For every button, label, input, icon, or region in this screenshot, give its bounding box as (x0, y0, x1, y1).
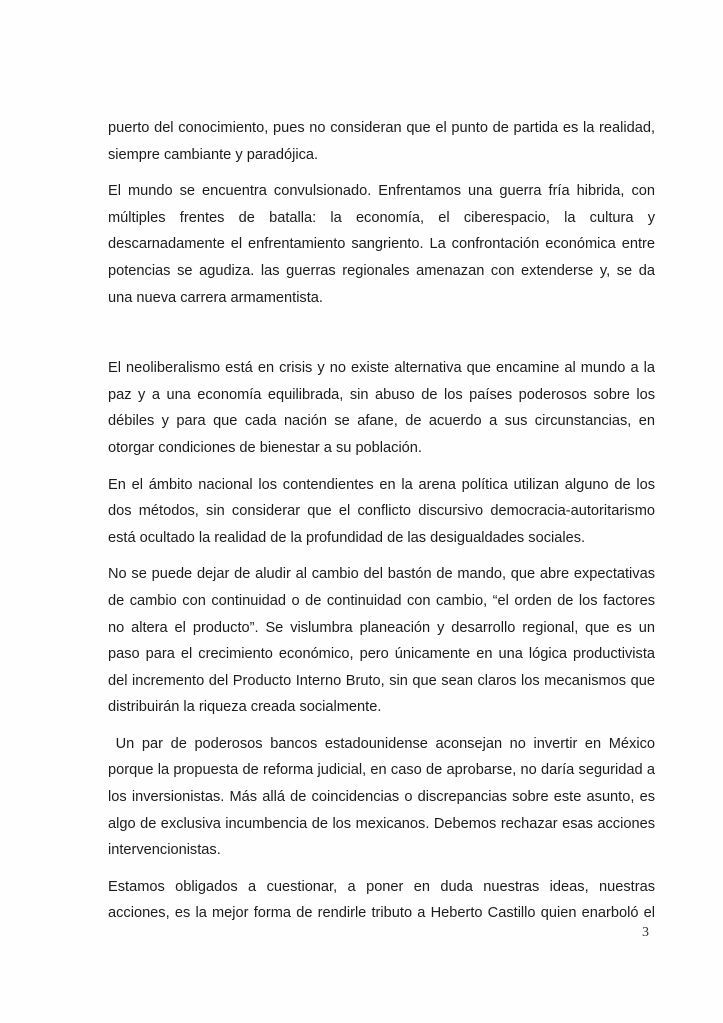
document-body (108, 115, 660, 937)
paragraph-4: En el ámbito nacional los contendientes en la arena política utilizan alguno de los dos métodos, sin considerar que el conflicto discursivo democracia-autoritarismo está ocultado la realidad de la profundidad de las desigualdades sociales. (108, 476, 655, 546)
paragraph-5: No se puede dejar de aludir al cambio del bastón de mando, que abre expectativas de cambio con continuidad o de continuidad con cambio, “el orden de los factores no altera el producto”. Se vislumbra planeación y desarrollo regional, que es un paso para el crecimiento económico, pero únicamente en una lógica productivista del incremento del Producto Interno Bruto, sin que sean claros los mecanismos que distribuirán la riqueza creada socialmente. (108, 566, 655, 716)
paragraph-7: Estamos obligados a cuestionar, a poner en duda nuestras ideas, nuestras acciones, es la mejor forma de rendirle tributo a Heberto Castillo quien enarboló el (108, 878, 655, 922)
paragraph-6: Un par de poderosos bancos estadounidense aconsejan no invertir en México porque la propuesta de reforma judicial, en caso de aprobarse, no daría seguridad a los inversionistas. Más allá de coincidencias o discrepancias sobre este asunto, es algo de exclusiva incumbencia de los mexicanos. Debemos rechazar esas acciones intervencionistas. (108, 735, 660, 859)
paragraph-1: puerto del conocimiento, pues no consideran que el punto de partida es la realidad, siempre cambiante y paradójica. (108, 120, 655, 163)
paragraph-3: El neoliberalismo está en crisis y no existe alternativa que encamine al mundo a la paz y a una economía equilibrada, sin abuso de los países poderosos sobre los débiles y para que cada nación se afane, de acuerdo a sus circunstancias, en otorgar condiciones de bienestar a su población. (108, 360, 655, 456)
paragraph-2: El mundo se encuentra convulsionado. Enfrentamos una guerra fría hibrida, con múltiples frentes de batalla: la economía, el ciberespacio, la cultura y descarnadamente el enfrentamiento sangriento. La confrontación económica entre potencias se agudiza. las guerras regionales amenazan con extenderse y, se da una nueva carrera armamentista. (108, 183, 655, 306)
page-number: 3 (642, 925, 649, 940)
paragraph-spacer (108, 321, 655, 355)
